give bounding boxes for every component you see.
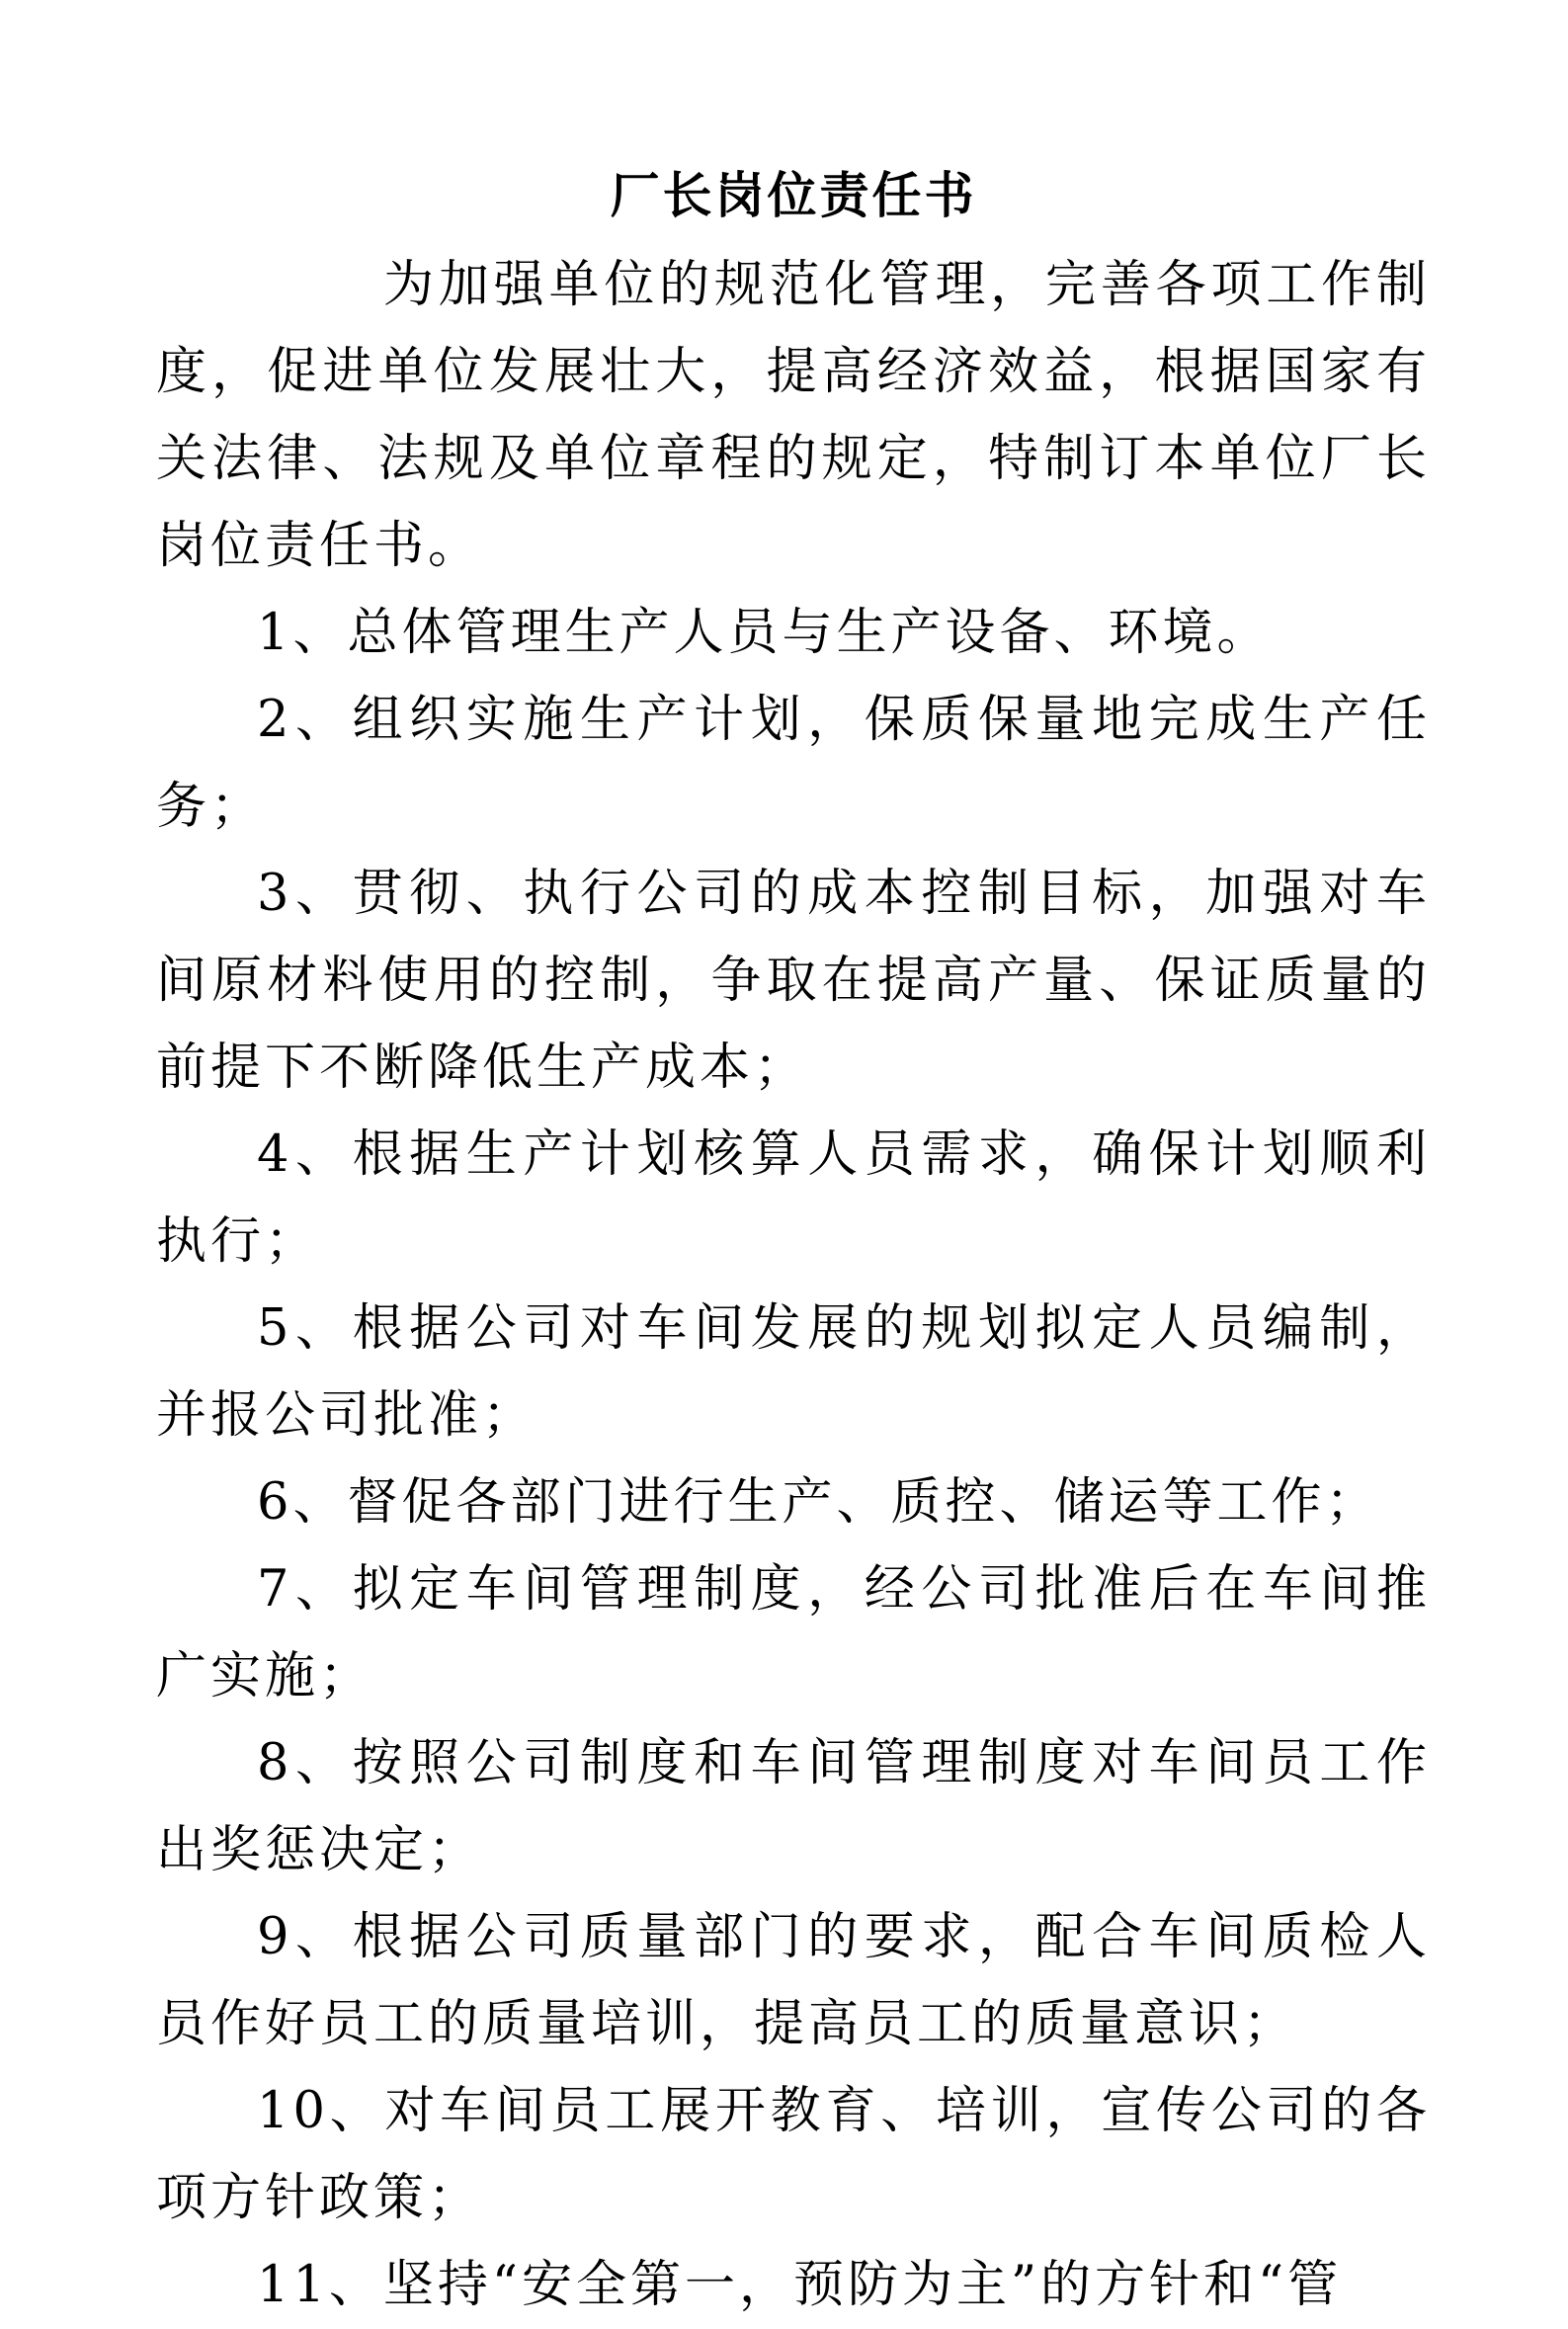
item-7: 7、拟定车间管理制度，经公司批准后在车间推广实施； (156, 1560, 1431, 1705)
item-10: 10、对车间员工展开教育、培训，宣传公司的各项方针政策； (156, 2082, 1431, 2227)
item-2: 2、组织实施生产计划，保质保量地完成生产任务； (156, 691, 1431, 836)
item-8: 8、按照公司制度和车间管理制度对车间员工作出奖惩决定； (156, 1734, 1431, 1879)
item-5: 5、根据公司对车间发展的规划拟定人员编制，并报公司批准； (156, 1299, 1431, 1445)
item-1: 1、总体管理生产人员与生产设备、环境。 (257, 604, 1272, 662)
item-6: 6、督促各部门进行生产、质控、储运等工作； (257, 1473, 1380, 1532)
item-3: 3、贯彻、执行公司的成本控制目标，加强对车间原材料使用的控制，争取在提高产量、保证质量的前提下不断降低生产成本； (156, 865, 1431, 1097)
item-11: 11、坚持“安全第一，预防为主”的方针和“管 (257, 2256, 1343, 2314)
item-4: 4、根据生产计划核算人员需求，确保计划顺利执行； (156, 1125, 1431, 1271)
document-body (156, 153, 1431, 2329)
item-9: 9、根据公司质量部门的要求，配合车间质检人员作好员工的质量培训，提高员工的质量意识； (156, 1908, 1431, 2053)
intro-paragraph: 为加强单位的规范化管理，完善各项工作制度，促进单位发展壮大，提高经济效益，根据国家有关法律、法规及单位章程的规定，特制订本单位厂长岗位责任书。 (156, 256, 1431, 575)
document-title: 厂长岗位责任书 (610, 166, 977, 224)
